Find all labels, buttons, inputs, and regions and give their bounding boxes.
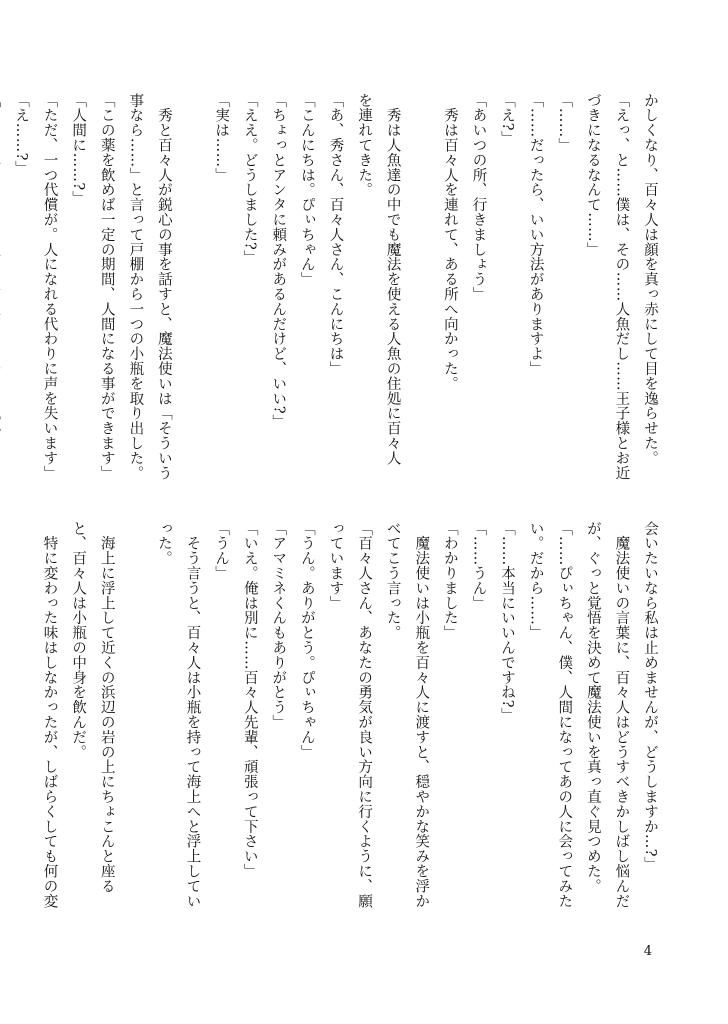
text-line	[0, 93, 6, 488]
text-line: 「ちょっとアンタに頼みがあるんだけど、いい?」	[270, 93, 287, 429]
text-line: 「ただ、一つ代償が。人になれる代わりに声を失います」	[41, 93, 58, 481]
text-line: っています」	[327, 521, 344, 611]
text-line: 「え?」	[499, 93, 516, 146]
text-line: そう言うと、百々人は小瓶を持って海上へと浮上してい	[184, 521, 201, 909]
text-line: った。	[155, 521, 172, 566]
text-line: 秀は人魚達の中でも魔法を使える人魚の住処に百々人	[384, 93, 401, 466]
text-line: 「……うん」	[470, 521, 487, 611]
text-line: 「ええ。どうしました?」	[241, 93, 258, 266]
text-line: 魔法使いの言葉に、百々人はどうすべきかしばし悩んだ	[613, 521, 630, 909]
text-line: 「こんにちは。ぴぃちゃん」	[298, 93, 315, 287]
upper-text-block	[12, 93, 664, 488]
text-line: と、百々人は小瓶の中身を飲んだ。	[70, 521, 87, 760]
text-line: べてこう言った。	[384, 521, 401, 641]
text-line: 魔法使いは小瓶を百々人に渡すと、穏やかな笑みを浮か	[413, 521, 430, 909]
text-line: を連れてきた。	[356, 93, 373, 198]
text-line	[121, 521, 150, 916]
text-line: 「いえ。俺は別に……百々人先輩、頑張って下さい」	[241, 521, 258, 879]
text-line: 「あいつの所、行きましょう」	[470, 93, 487, 302]
text-line: 「うん。ありがとう。ぴぃちゃん」	[298, 521, 315, 760]
text-line: 「……だったら、いい方法がありますよ」	[527, 93, 544, 377]
text-line: 「実は……」	[213, 93, 230, 183]
text-line: 「百々人さん、あなたの勇気が良い方向に行くように、願	[356, 521, 373, 909]
text-line: 「うん」	[213, 521, 230, 581]
text-line: かしくなり、百々人は顔を真っ赤にして目を逸らせた。	[642, 93, 658, 466]
text-line: 「……」	[556, 93, 573, 153]
text-line	[178, 93, 207, 488]
text-line: 「アマミネくんもありがとう」	[270, 521, 287, 730]
text-line: 特に変わった味はしなかったが、しばらくしても何の変	[41, 521, 58, 909]
lower-text-block	[41, 521, 664, 916]
text-line	[407, 93, 436, 488]
text-line: 秀と百々人が鋭心の事を話すと、魔法使いは「そういう	[155, 93, 172, 481]
text-line: 海上に浮上して近くの浜辺の岩の上にちょこんと座る	[98, 521, 115, 894]
text-line: 「人間に……?」	[70, 93, 87, 206]
text-line: 「……ぴぃちゃん、僕、人間になってあの人に会ってみた	[556, 521, 573, 909]
text-line: 「あ、秀さん、百々人さん、こんにちは」	[327, 93, 344, 377]
page-number: 4	[643, 944, 652, 959]
text-line: 秀は百々人を連れて、ある所へ向かった。	[441, 93, 458, 391]
text-line: 事なら……」と言って戸棚から一つの小瓶を取り出した。	[127, 93, 144, 481]
text-line: 「え……?」	[12, 93, 29, 176]
text-line: 会いたいなら私は止めませんが、どうしますか…?」	[642, 521, 658, 872]
text-line: 「えっ、と……僕は、その……人魚だし……王子様とお近	[613, 93, 630, 481]
text-line: 「……本当にいいんですね?」	[499, 521, 516, 723]
text-line: い。だから……」	[527, 521, 544, 641]
text-line: 「この薬を飲めば一定の期間、人間になる事ができます」	[98, 93, 115, 481]
text-line: づきになるなんて……」	[584, 93, 601, 257]
text-line: が、ぐっと覚悟を決めて魔法使いを真っ直ぐ見つめた。	[584, 521, 601, 894]
text-line: 「わかりました」	[441, 521, 458, 641]
